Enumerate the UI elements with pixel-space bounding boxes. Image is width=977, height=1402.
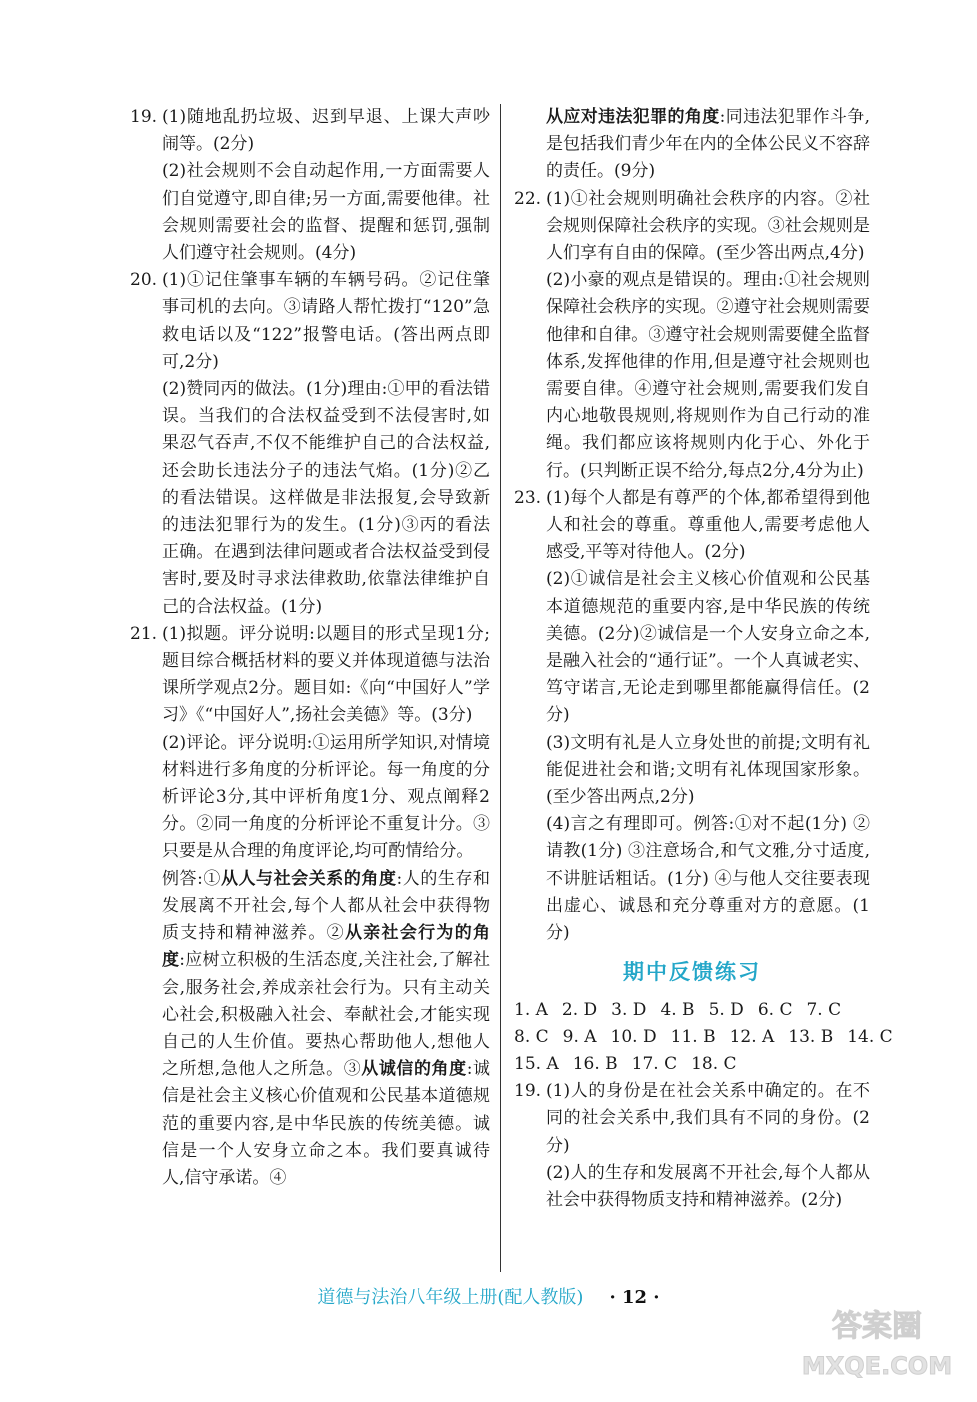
answer-paragraph: (2)小豪的观点是错误的。理由:①社会规则保障社会秩序的实现。②遵守社会规则需要他律和自律。③遵守社会规则需要健全监督体系,发挥他律的作用,但是遵守社会规则也需要自律。④遵守社会规则,需要我们发自内心地敬畏规则,将规则作为自己行动的准绳。我们都应该将规则内化于心、外化于行。(只判断正误不给分,每点2分,4分为止) bbox=[546, 270, 870, 481]
answer-paragraph: (1)拟题。评分说明:以题目的形式呈现1分;题目综合概括材料的要义并体现道德与法治课所学观点2分。题目如:《向“中国好人”学习》《“中国好人”,扬社会美德》等。(3分) bbox=[162, 623, 490, 726]
mc-answer: 18. C bbox=[691, 1053, 737, 1074]
watermark-text: 答案圈 bbox=[832, 1309, 922, 1344]
question-23 bbox=[514, 485, 870, 947]
mc-answer: 5. D bbox=[708, 999, 744, 1020]
mc-answer: 8. C bbox=[514, 1026, 549, 1047]
mc-answer: 1. A bbox=[514, 999, 548, 1020]
answer-paragraph: (1)①记住肇事车辆的车辆号码。②记住肇事司机的去向。③请路人帮忙拨打“120”急救电话以及“122”报警电话。(答出两点即可,2分) bbox=[162, 270, 490, 372]
example-text: :同违法犯罪作斗争,是包括我们青少年在内的全体公民义不容辞的责任。(9分) bbox=[546, 107, 871, 182]
question-number: 23. bbox=[514, 487, 542, 508]
answer-paragraph: (2)评论。评分说明:①运用所学知识,对情境材料进行多角度的分析评论。每一角度的分析评论3分,其中评析角度1分、观点阐释2分。②同一角度的分析评论不重复计分。③只要是从合理的角度评论,均可酌情给分。 bbox=[162, 732, 490, 862]
example-text: :应树立积极的生活态度,关注社会,了解社会,服务社会,养成亲社会行为。只有主动关心社会,积极融入社会、奉献社会,才能实现自己的人生价值。要热心帮助他人,想他人之所想,急他人之所急。③ bbox=[162, 950, 490, 1080]
mc-answer: 11. B bbox=[670, 1026, 716, 1047]
example-text: :诚信是社会主义核心价值观和公民基本道德规范的重要内容,是中华民族的传统美德。诚信是一个人安身立命之本。我们要真诚待人,信守承诺。④ bbox=[162, 1059, 491, 1188]
answer-paragraph: (1)每个人都是有尊严的个体,都希望得到他人和社会的尊重。尊重他人,需要考虑他人感受,平等对待他人。(2分) bbox=[546, 487, 870, 563]
answer-paragraph: (3)文明有礼是人立身处世的前提;文明有礼能促进社会和谐;文明有礼体现国家形象。(至少答出两点,2分) bbox=[546, 732, 870, 808]
angle-heading: 从诚信的角度 bbox=[361, 1059, 467, 1080]
multiple-choice-answers bbox=[514, 997, 893, 1079]
question-19-midterm bbox=[514, 1078, 870, 1214]
watermark-url: MXQE.COM bbox=[801, 1352, 953, 1380]
mc-answer: 2. D bbox=[561, 999, 598, 1020]
right-column bbox=[514, 104, 893, 1214]
question-number: 19. bbox=[514, 1081, 542, 1102]
angle-heading: 从人与社会关系的角度 bbox=[220, 868, 397, 889]
mc-answer: 3. D bbox=[611, 999, 647, 1020]
mc-answer: 16. B bbox=[572, 1053, 618, 1074]
mc-answer: 10. D bbox=[610, 1026, 657, 1047]
mc-answer: 4. B bbox=[660, 999, 695, 1020]
question-number: 19. bbox=[130, 107, 158, 127]
answer-paragraph: (1)人的身份是在社会关系中确定的。在不同的社会关系中,我们具有不同的身份。(2分) bbox=[546, 1081, 870, 1156]
mc-row bbox=[514, 997, 870, 1024]
column-divider bbox=[500, 104, 501, 1272]
answer-paragraph: (2)赞同丙的做法。(1分)理由:①甲的看法错误。当我们的合法权益受到不法侵害时,如果忍气吞声,不仅不能维护自己的合法权益,还会助长违法分子的违法气焰。(1分)②乙的看法错误。这样做是非法报复,会导致新的违法犯罪行为的发生。(1分)③丙的看法正确。在遇到法律问题或者合法权益受到侵害时,要及时寻求法律救助,依靠法律维护自己的合法权益。(1分) bbox=[162, 379, 490, 617]
page-number: · 12 · bbox=[609, 1287, 660, 1308]
mc-answer: 9. A bbox=[562, 1026, 597, 1047]
question-20 bbox=[130, 267, 490, 621]
book-title: 道德与法治八年级上册(配人教版) bbox=[317, 1287, 584, 1308]
question-21-continued bbox=[514, 104, 870, 186]
mc-row bbox=[514, 1024, 893, 1051]
mc-answer: 14. C bbox=[847, 1026, 893, 1047]
example-text: 例答:① bbox=[162, 868, 221, 889]
example-answer bbox=[162, 866, 490, 1192]
mc-answer: 15. A bbox=[514, 1053, 559, 1074]
answer-paragraph: (2)社会规则不会自动起作用,一方面需要人们自觉遵守,即自律;另一方面,需要他律。社会规则需要社会的监督、提醒和惩罚,强制人们遵守社会规则。(4分) bbox=[162, 161, 490, 264]
mc-row bbox=[514, 1051, 870, 1078]
question-number: 22. bbox=[514, 188, 542, 209]
angle-heading: 从亲社会行为的角度 bbox=[162, 923, 491, 971]
question-number: 20. bbox=[130, 270, 158, 291]
question-number: 21. bbox=[130, 623, 158, 644]
question-19 bbox=[130, 104, 490, 267]
question-22 bbox=[514, 186, 870, 485]
answer-paragraph: (1)①社会规则明确社会秩序的内容。②社会规则保障社会秩序的实现。③社会规则是人们享有自由的保障。(至少答出两点,4分) bbox=[546, 188, 870, 264]
question-21 bbox=[130, 621, 490, 1192]
answer-paragraph: (2)人的生存和发展离不开社会,每个人都从社会中获得物质支持和精神滋养。(2分) bbox=[546, 1162, 870, 1210]
example-text: :人的生存和发展离不开社会,每个人都从社会中获得物质支持和精神滋养。② bbox=[162, 868, 490, 944]
mc-answer: 7. C bbox=[806, 999, 842, 1020]
mc-answer: 17. C bbox=[631, 1053, 678, 1074]
answer-paragraph: (1)随地乱扔垃圾、迟到早退、上课大声吵闹等。(2分) bbox=[162, 107, 490, 155]
watermark-logo bbox=[797, 1296, 957, 1386]
left-column bbox=[130, 104, 490, 1192]
example-answer bbox=[546, 104, 870, 186]
mc-answer: 12. A bbox=[729, 1026, 775, 1047]
section-title: 期中反馈练习 bbox=[623, 960, 761, 985]
angle-heading: 从应对违法犯罪的角度 bbox=[546, 107, 720, 127]
mc-answer: 13. B bbox=[788, 1026, 834, 1047]
mc-answer: 6. C bbox=[757, 999, 793, 1020]
answer-paragraph: (2)①诚信是社会主义核心价值观和公民基本道德规范的重要内容,是中华民族的传统美德。(2分)②诚信是一个人安身立命之本,是融入社会的“通行证”。一个人真诚老实、笃守诺言,无论走到哪里都能赢得信任。(2分) bbox=[546, 569, 870, 726]
answer-paragraph: (4)言之有理即可。例答:①对不起(1分) ②请教(1分) ③注意场合,和气文雅,分寸适度,不讲脏话粗话。(1分) ④与他人交往要表现出虚心、诚恳和充分尊重对方的意愿。(1分) bbox=[546, 814, 870, 944]
